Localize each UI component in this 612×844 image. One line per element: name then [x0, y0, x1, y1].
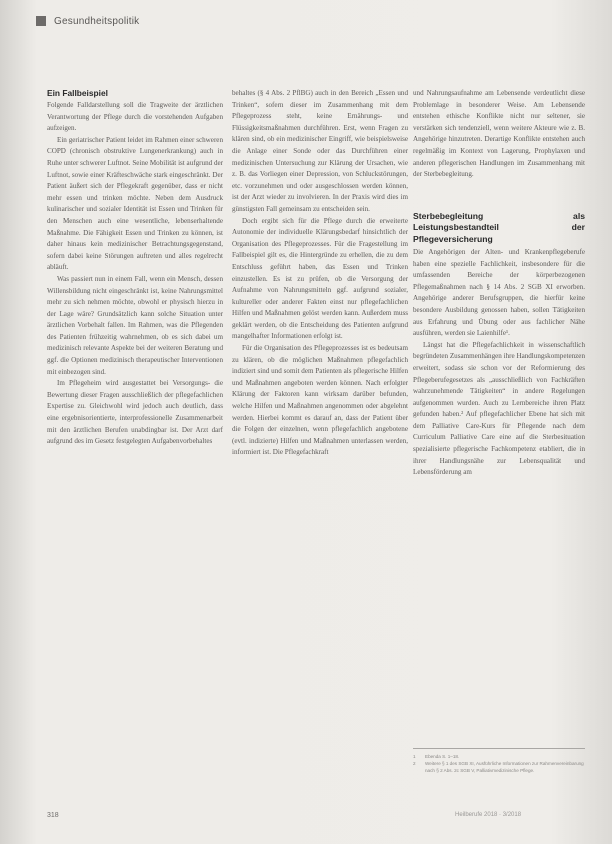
footnote	[413, 760, 585, 774]
paragraph: behaltes (§ 4 Abs. 2 PflBG) auch in den Bereich „Essen und Trinken“, sofern dieser im Zusammenhang mit dem Pflegeprozess steht, keine Ernährungs- und Flüssigkeitsmaßnahmen durchführen. Erst, wenn Fragen zu klären sind, ob ein medizinischer Eingriff, wie beispielsweise die Anlage einer Sonde oder das Durchführen einer medizinischen Untersuchung zur Klärung der Ursachen, wie z. B. das Vorliegen einer Depression, von Schluckstörungen, etc. vorzunehmen und oder ausgeschlossen werden können, ist der Arzt wieder zu involvieren. In der Praxis wird dies im günstigsten Fall gemeinsam zu entscheiden sein.	[232, 89, 408, 213]
paragraph: Ein geriatrischer Patient leidet im Rahmen einer schweren COPD (chronisch obstruktive Lungenerkrankung) auch in Ruhe unter schwerer Luftnot. Seine Mobilität ist aufgrund der Luftnot, sowie einer Kräfteschwäche stark eingeschränkt. Der Patient äußert sich der Pflegekraft gegenüber, dass er nicht mehr essen und trinken möchte. Neben dem Ausdruck kulinarischer und sozialer Identität ist Essen und Trinken für den Menschen auch eine wesentliche, lebenserhaltende Maßnahme. Die Fähigkeit Essen und Trinken zu können, ist daher hinaus kein medizinischer Betrachtungsgegenstand, sofern dabei keine Störungen auftreten und alles regelrecht abläuft.	[47, 135, 223, 272]
footnotes	[413, 748, 585, 774]
paragraph: Was passiert nun in einem Fall, wenn ein Mensch, dessen Willensbildung nicht eingeschränkt ist, keine Nahrungsmittel mehr zu sich nehmen möchte, obwohl er physisch hierzu in der Lage wäre? Grundsätzlich kann solche Situation unter ärztlichen Vorbehalt fallen. Im Rahmen, was die Pflegenden des Patienten frühzeitig wahrnehmen, ob es sich dabei um medizinisch relevante Aspekte bei der weiteren Beratung und ggf. die Optionen medizinisch therapeutischer Interventionen mit einbezogen sind.	[47, 274, 223, 376]
section-title: Gesundheitspolitik	[54, 15, 140, 27]
section-marker	[36, 16, 46, 26]
subheading-fallbeispiel: Ein Fallbeispiel	[47, 88, 108, 98]
paragraph: Doch ergibt sich für die Pflege durch die erweiterte Autonomie der individuelle Klärungsbedarf hinsichtlich der Organisation des Pflegeprozesses. Für die Fragestellung im Fallbeispiel gilt es, die Hintergründe zu erhellen, die zu dem Entschluss geführt haben, das Essen und Trinken einzustellen. Es ist zu prüfen, ob die Versorgung der Aufnahme von Nahrungsmitteln ggf. aufgrund sozialer, kultureller oder anderer Fakten einst nur pflegefachlichen Hilfen und Maßnahmen gelöst werden kann. Außerdem muss geklärt werden, ob die Entscheidung des Patienten aufgrund mangelhafter Informationen erfolgt ist.	[232, 216, 408, 341]
footnote-text: Weitere § 1 des SGB XI, Ausführliche Informationen zur Rahmenvereinbarung nach § 2 Abs. 2c SGB V, Palliativmedizinische Pflege.	[425, 761, 584, 773]
paragraph: Folgende Falldarstellung soll die Tragweite der ärztlichen Verantwortung der Pflege durch die vorstehenden Aufgaben aufzeigen.	[47, 101, 223, 133]
footnote	[413, 753, 585, 760]
page-header	[36, 12, 139, 30]
text-column-1	[47, 88, 223, 448]
footnote-number: 2	[413, 761, 416, 766]
text-column-3	[413, 88, 585, 479]
footnote-text: Ebenda S. 1–18.	[425, 754, 460, 759]
footnote-number: 1	[413, 754, 416, 759]
paragraph: und Nahrungsaufnahme am Lebensende verdeutlicht diese Problemlage in besonderer Weise. Am Lebensende entstehen ethische Konflikte nicht nur seltener, sie verstärken sich tendenziell, wenn weitere Akteure wie z. B. Angehörige hinzutreten. Derartige Konflikte entstehen auch regelmäßig im Kontext von Lagerung, Prophylaxen und anderen pflegerischen Handlungen im Zusammenhang mit der Sterbebegleitung.	[413, 89, 585, 179]
page-number: 318	[47, 812, 59, 819]
subheading-sterbebegleitung: Sterbebegleitung als Leistungsbestandteil der Pflegeversicherung	[413, 210, 585, 244]
paragraph: Die Angehörigen der Alten- und Krankenpflegeberufe haben eine spezielle Fachlichkeit, insbesondere für die umfassenden Bereiche der körperbezogenen Pflegemaßnahmen nach § 14 Abs. 2 SGB XI erworben. Angehörige anderer Berufsgruppen, die hierfür keine besondere Ausbildung genossen haben, sollen Tätigkeiten aus Erfahrung und Übung oder aus fachlicher Nähe ausführen, werden sie Laienhilfe¹.	[413, 247, 585, 338]
paragraph: Für die Organisation des Pflegeprozesses ist es bedeutsam zu klären, ob die möglichen Maßnahmen pflegefachlich indiziert sind und somit dem Patienten als pflegerische Hilfen und Maßnahmen angeboten werden können. Nach erfolgter Klärung der Faktoren kann wirksam darüber befunden, welche Hilfen und Maßnahmen angenommen oder abgelehnt werden. Hierbei kommt es darauf an, dass der Patient über die Folgen der einzelnen, wenn pflegefachlich angebotene (evtl. indizierte) Hilfen und Maßnahmen unterlassen werden, informiert ist. Die Pflegefachkraft	[232, 344, 408, 457]
text-column-2	[232, 88, 408, 459]
running-footer: Heilberufe 2018 · 3/2018	[455, 812, 522, 818]
paragraph: Im Pflegeheim wird ausgestattet bei Versorgungs- die Bewertung dieser Fragen ausschließlich der pflegefachlichen Expertise zu. Gleichwohl wird jedoch auch deutlich, dass eine ergebnisorientierte, interprofessionelle Zusammenarbeit mit den ärztlichen Berufen unabdingbar ist. Der Arzt darf aufgrund des im Gesetz festgelegten Aufgabenvorbehaltes	[47, 379, 223, 446]
paragraph: Längst hat die Pflegefachlichkeit in wissenschaftlich begründeten Zusammenhängen ihre Handlungskompetenzen erweitert, sodass sie schon vor der Reformierung des Pflegeberufegesetzes als „ausschließlich von Fachkräften wahrzunehmende Tätigkeiten“ in andere Regelungen aufgenommen wurden. Auch zu Lernbereiche ihren Platz gefunden haben.² Auf pflegefachlicher Ebene hat sich mit dem Palliative Care-Kurs für Pflegende nach dem Curriculum Palliative Care eine auf die Sterbesituation spezialisierte pflegerische Fachkompetenz etabliert, die in ihrer Handlungsnähe zur Lebensqualität und Lebensförderung am	[413, 340, 585, 477]
